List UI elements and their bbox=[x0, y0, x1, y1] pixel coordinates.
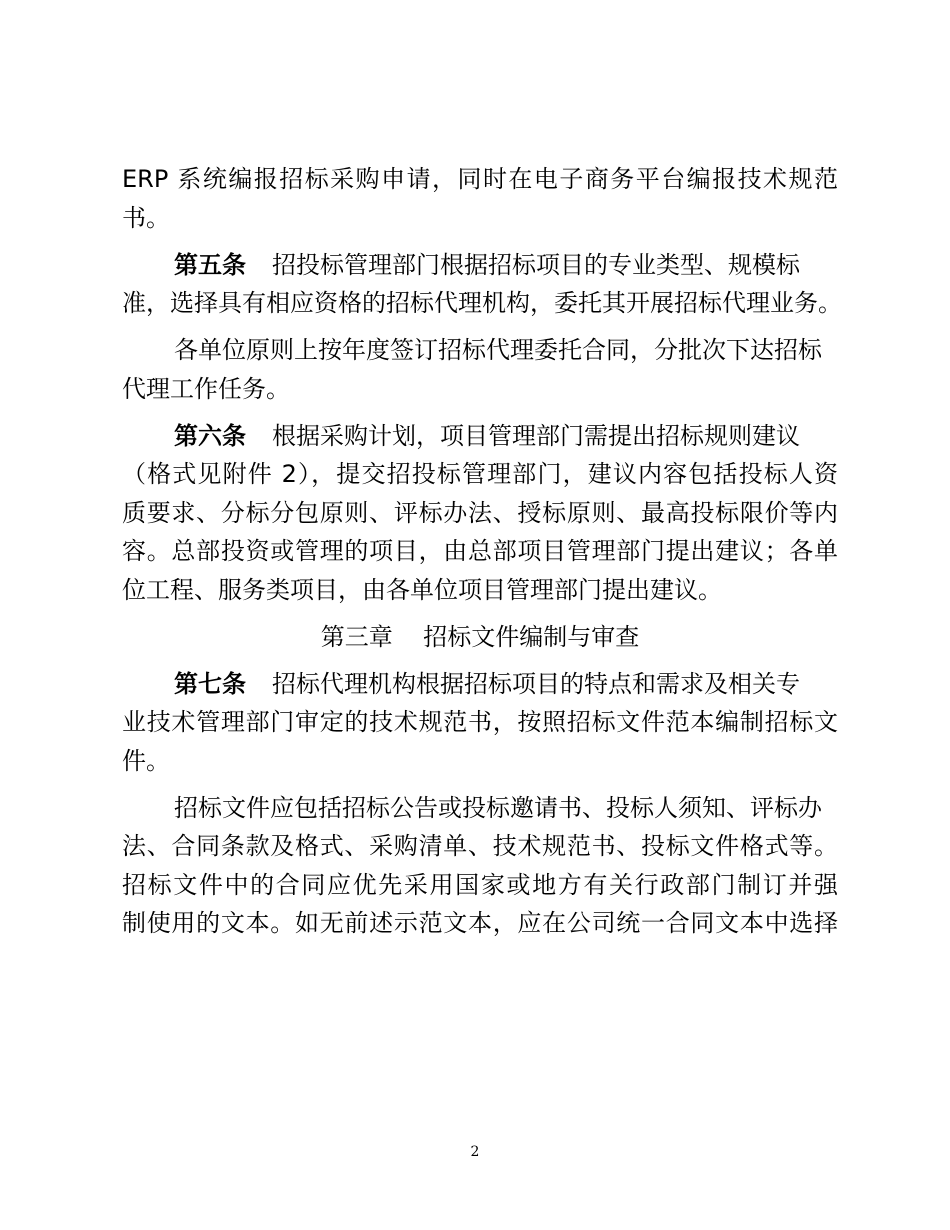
article-heading: 第六条 bbox=[174, 421, 246, 450]
text-line: ERP 系统编报招标采购申请，同时在电子商务平台编报技术规范 bbox=[122, 165, 838, 193]
article-first-line bbox=[122, 665, 838, 704]
text-line: 代理工作任务。 bbox=[122, 374, 290, 403]
chapter-heading: 第三章 招标文件编制与审查 bbox=[320, 622, 640, 651]
text-line: 容。总部投资或管理的项目，由总部项目管理部门提出建议；各单 bbox=[122, 537, 838, 565]
text-line: 招标文件应包括招标公告或投标邀请书、投标人须知、评标办 bbox=[174, 793, 822, 822]
text-line: 招标代理机构根据招标项目的特点和需求及相关专 bbox=[272, 669, 800, 698]
text-line: （格式见附件 2），提交招投标管理部门，建议内容包括投标人资 bbox=[122, 460, 838, 488]
text-line: 书。 bbox=[122, 203, 170, 232]
article-heading: 第五条 bbox=[174, 250, 246, 279]
text-line: 位工程、服务类项目，由各单位项目管理部门提出建议。 bbox=[122, 575, 722, 604]
text-line: 法、合同条款及格式、采购清单、技术规范书、投标文件格式等。 bbox=[122, 832, 838, 860]
article-heading: 第七条 bbox=[174, 669, 246, 698]
text-line: 件。 bbox=[122, 746, 170, 775]
page-number: 2 bbox=[470, 1144, 480, 1160]
text-line: 招投标管理部门根据招标项目的专业类型、规模标 bbox=[272, 250, 800, 279]
text-line: 质要求、分标分包原则、评标办法、授标原则、最高投标限价等内 bbox=[122, 498, 838, 527]
text-line: 各单位原则上按年度签订招标代理委托合同，分批次下达招标 bbox=[174, 336, 822, 364]
article-first-line bbox=[122, 246, 838, 285]
text-line: 准，选择具有相应资格的招标代理机构，委托其开展招标代理业务。 bbox=[122, 289, 842, 317]
text-line: 根据采购计划，项目管理部门需提出招标规则建议 bbox=[272, 421, 800, 450]
document-body bbox=[122, 160, 842, 943]
article-first-line bbox=[122, 417, 838, 456]
text-line: 招标文件中的合同应优先采用国家或地方有关行政部门制订并强 bbox=[122, 870, 838, 899]
text-line: 制使用的文本。如无前述示范文本，应在公司统一合同文本中选择 bbox=[122, 909, 838, 937]
text-line: 业技术管理部门审定的技术规范书，按照招标文件范本编制招标文 bbox=[122, 708, 838, 736]
